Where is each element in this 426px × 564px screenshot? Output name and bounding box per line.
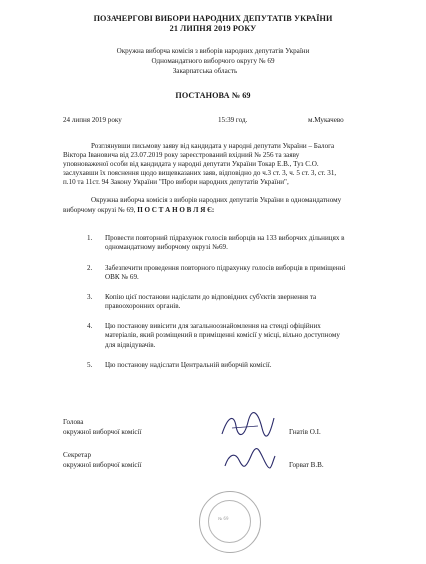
item-line: матеріалів, який розміщений в приміщенні комісії у місці, вільно доступному: [105, 331, 340, 340]
item-number: 1.: [87, 234, 93, 242]
list-item: [105, 234, 365, 253]
chair-title: Голова: [63, 418, 84, 426]
item-line: Забезпечити проведення повторного підрахунку голосів виборців в приміщенні: [105, 264, 346, 272]
decision-intro: Окружна виборча комісія з виборів народних депутатів України в одномандатному: [91, 196, 342, 204]
item-number: 5.: [87, 361, 93, 369]
item-number: 3.: [87, 293, 93, 301]
secretary-signature: [221, 444, 279, 474]
chair-signature: [218, 408, 278, 442]
item-line: Цю постанову надіслати Центральній виборчій комісії.: [105, 361, 272, 369]
region-name: Закарпатська область: [172, 67, 238, 75]
preamble-line: уповноваженої особи від кандидата у народні депутати України Токар Е.В., Туз С.О.: [63, 160, 319, 168]
item-number: 2.: [87, 264, 93, 272]
item-line: ОВК № 69.: [105, 273, 139, 282]
election-title: ПОЗАЧЕРГОВІ ВИБОРИ НАРОДНИХ ДЕПУТАТІВ УКРАЇНИ: [93, 14, 333, 23]
district-name: Одномандатного виборчого округу № 69: [151, 57, 275, 65]
decision-intro-prefix: виборчому окрузі № 69,: [63, 206, 138, 214]
preamble-line: заслухавши їх пояснення щодо вищевказаних заяв, відповідно до ч.3 ст. 3, ч. 5 ст. 3, ст. 31,: [63, 169, 337, 177]
decision-intro-line2: [63, 206, 214, 214]
item-line: для відвідувачів.: [105, 340, 156, 349]
decision-keyword: П О С Т А Н О В Л Я Є:: [137, 206, 215, 214]
resolution-date: 24 липня 2019 року: [63, 116, 122, 124]
secretary-title: Секретар: [63, 451, 91, 459]
resolution-title: ПОСТАНОВА № 69: [175, 91, 251, 100]
list-item: [105, 361, 365, 370]
commission-name: Окружна виборча комісія з виборів народних депутатів України: [116, 47, 310, 55]
list-item: [105, 322, 365, 350]
stamp-number: № 69: [218, 516, 229, 521]
item-line: правоохоронних органів.: [105, 302, 181, 311]
stamp-inner-ring: [208, 500, 251, 543]
resolution-place: м.Мукачево: [308, 116, 344, 124]
list-item: [105, 264, 365, 283]
item-number: 4.: [87, 322, 93, 330]
secretary-title-2: окружної виборчої комісії: [63, 461, 142, 469]
list-item: [105, 293, 365, 312]
secretary-name: Горват В.В.: [289, 461, 324, 469]
item-line: Копію цієї постанови надіслати до відповідних суб'єктів звернення та: [105, 293, 317, 301]
item-line: Цю постанову вивісити для загальноознайомлення на стенді офіційних: [105, 322, 321, 330]
preamble-line: п.10 та 11ст. 94 Закону України "Про вибори народних депутатів України",: [63, 178, 289, 186]
chair-title-2: окружної виборчої комісії: [63, 428, 142, 436]
item-line: одномандатному виборчому окрузі №69.: [105, 243, 228, 252]
preamble-line: Розглянувши письмову заяву від кандидата у народні депутати України – Балога: [91, 142, 335, 150]
election-date: 21 ЛИПНЯ 2019 РОКУ: [169, 24, 257, 33]
chair-name: Гнатів О.І.: [289, 428, 321, 436]
official-stamp: [199, 491, 261, 553]
preamble-line: Віктора Івановича від 23.07.2019 року зареєстрований вхідний № 256 та заяву: [63, 151, 300, 159]
resolution-time: 15:39 год.: [218, 116, 248, 124]
item-line: Провести повторний підрахунок голосів виборців на 133 виборчих дільницях в: [105, 234, 345, 242]
